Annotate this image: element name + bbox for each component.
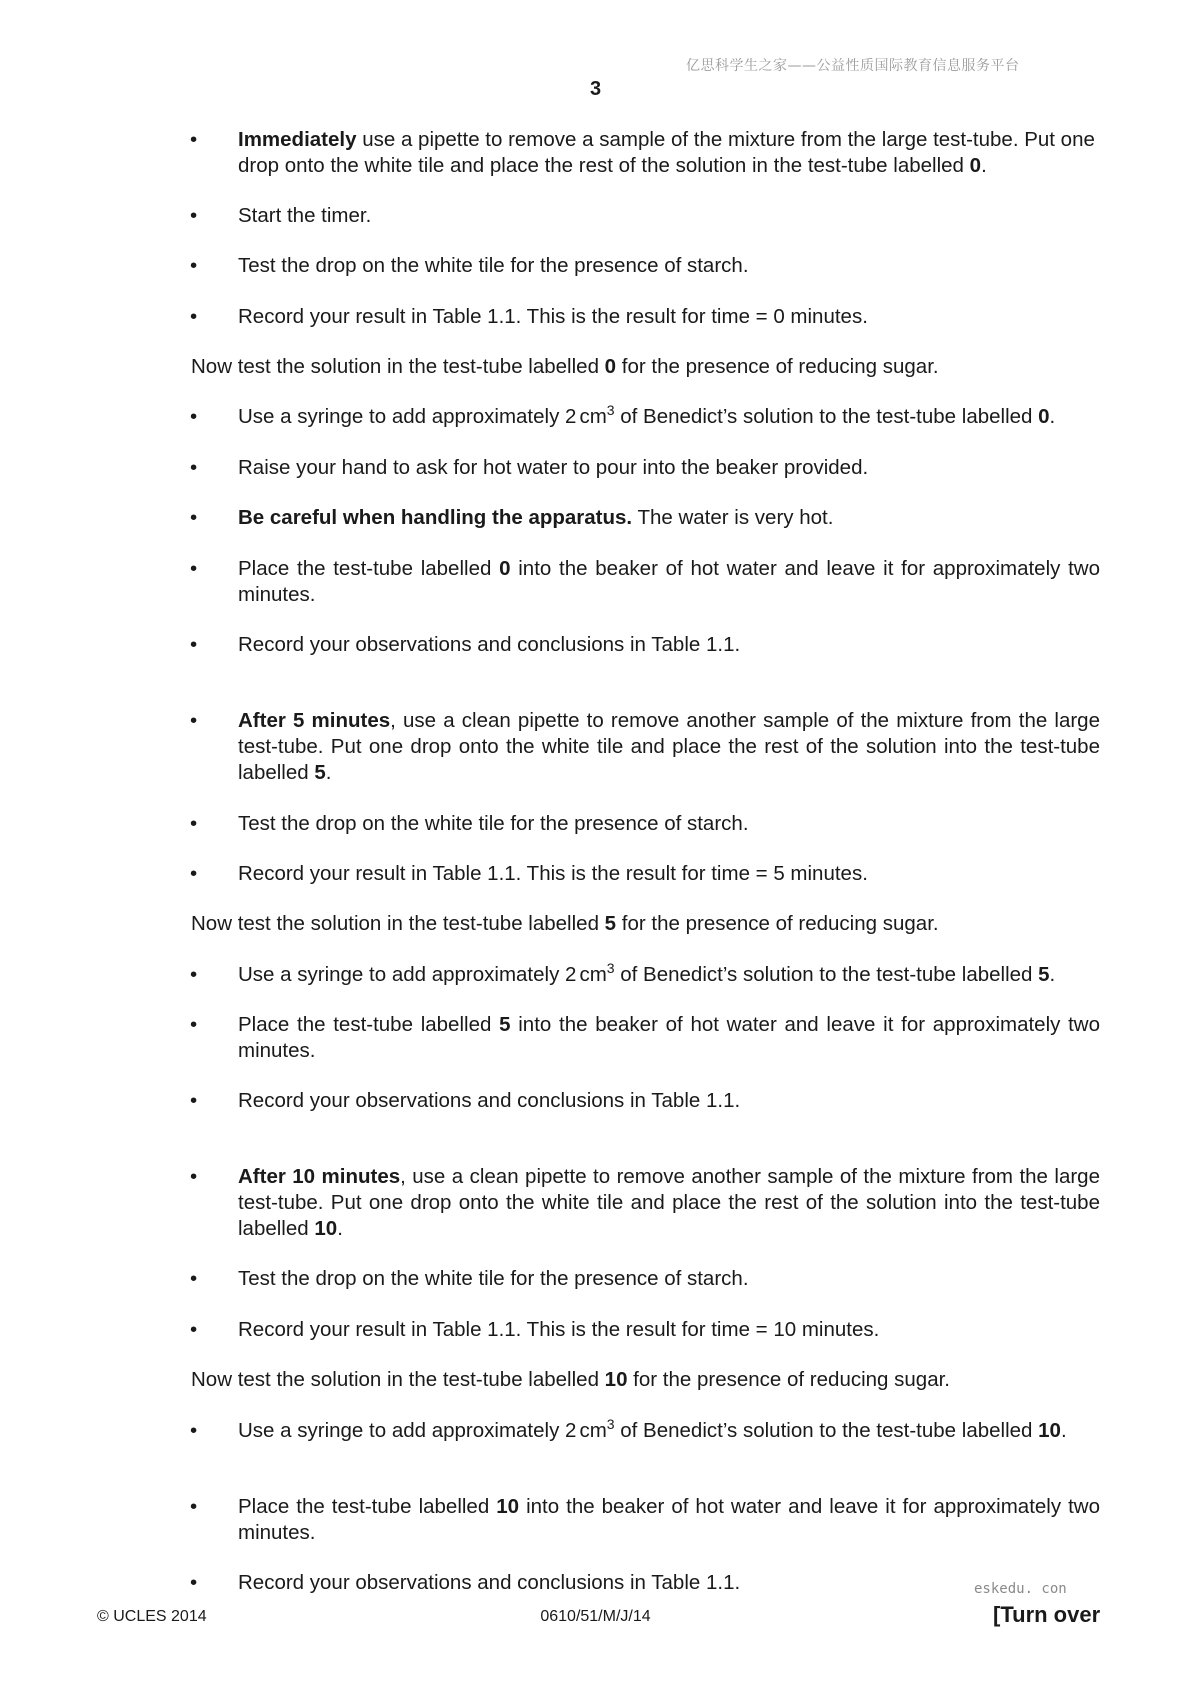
bullet: • (190, 506, 198, 529)
step-text: Record your observations and conclusions in Table 1.1. (238, 1089, 741, 1112)
page-number: 3 (589, 78, 602, 100)
step-text: Test the drop on the white tile for the presence of starch. (238, 254, 749, 277)
footer-turn-over: [Turn over (993, 1602, 1101, 1627)
step-text: Raise your hand to ask for hot water to pour into the beaker provided. (238, 456, 869, 479)
step-text: Place the test-tube labelled 5 into the beaker of hot water and leave it for approximately two minutes. (238, 1013, 1101, 1062)
step-text: Use a syringe to add approximately 2 $cm^3$ of Benedict’s solution to the test-tube labelled 0. (238, 402, 1056, 428)
site-watermark: eskedu. con (974, 1581, 1067, 1597)
bullet: • (190, 709, 198, 732)
bullet: • (190, 812, 198, 835)
step-text: Use a syringe to add approximately 2 $cm^3$ of Benedict’s solution to the test-tube labelled 5. (238, 960, 1056, 986)
step-text: Use a syringe to add approximately 2 $cm^3$ of Benedict’s solution to the test-tube labelled 10. (238, 1416, 1067, 1442)
step-text: After 5 minutes, use a clean pipette to remove another sample of the mixture from the large test-tube. Put one drop onto the white tile and place the rest of the solution into the test-tube labelled 5. (238, 709, 1100, 784)
bullet: • (190, 456, 198, 479)
bullet: • (190, 633, 198, 656)
step-text: Start the timer. (238, 204, 372, 227)
bullet: • (190, 254, 198, 277)
bullet: • (190, 963, 198, 986)
step-text: After 10 minutes, use a clean pipette to remove another sample of the mixture from the large test-tube. Put one drop onto the white tile and place the rest of the solution into the test-tube labelled 10. (238, 1165, 1100, 1240)
bullet: • (190, 204, 198, 227)
bullet: • (190, 405, 198, 428)
step-text: Test the drop on the white tile for the presence of starch. (238, 812, 749, 835)
step-text: Record your result in Table 1.1. This is the result for time = 5 minutes. (238, 862, 868, 885)
footer-paper-code: 0610/51/M/J/14 (540, 1608, 651, 1625)
bullet: • (190, 1318, 198, 1341)
step-text: Record your observations and conclusions in Table 1.1. (238, 1571, 741, 1594)
bullet: • (190, 1419, 198, 1442)
bullet: • (190, 557, 198, 580)
bullet: • (190, 305, 198, 328)
bullet: • (190, 1267, 198, 1290)
bullet: • (190, 1165, 198, 1188)
step-text: Place the test-tube labelled 0 into the beaker of hot water and leave it for approximately two minutes. (238, 557, 1101, 606)
step-text: Immediately use a pipette to remove a sample of the mixture from the large test-tube. Put one drop onto the white tile and place the rest of the solution in the test-tube labelled 0. (238, 128, 1095, 177)
step-text: Place the test-tube labelled 10 into the beaker of hot water and leave it for approximately two minutes. (238, 1495, 1101, 1544)
step-text: Record your result in Table 1.1. This is the result for time = 10 minutes. (238, 1318, 880, 1341)
bullet: • (190, 1013, 198, 1036)
step-text: Record your observations and conclusions in Table 1.1. (238, 633, 741, 656)
bullet: • (190, 1571, 198, 1594)
watermark-text: 亿思科学生之家——公益性质国际教育信息服务平台 (686, 58, 1020, 74)
step-text: Test the drop on the white tile for the presence of starch. (238, 1267, 749, 1290)
bullet: • (190, 862, 198, 885)
bullet: • (190, 128, 198, 151)
bullet: • (190, 1495, 198, 1518)
bullet: • (190, 1089, 198, 1112)
step-text: Record your result in Table 1.1. This is the result for time = 0 minutes. (238, 305, 868, 328)
step-text: Be careful when handling the apparatus. The water is very hot. (238, 506, 834, 529)
footer-copyright: © UCLES 2014 (97, 1608, 207, 1625)
